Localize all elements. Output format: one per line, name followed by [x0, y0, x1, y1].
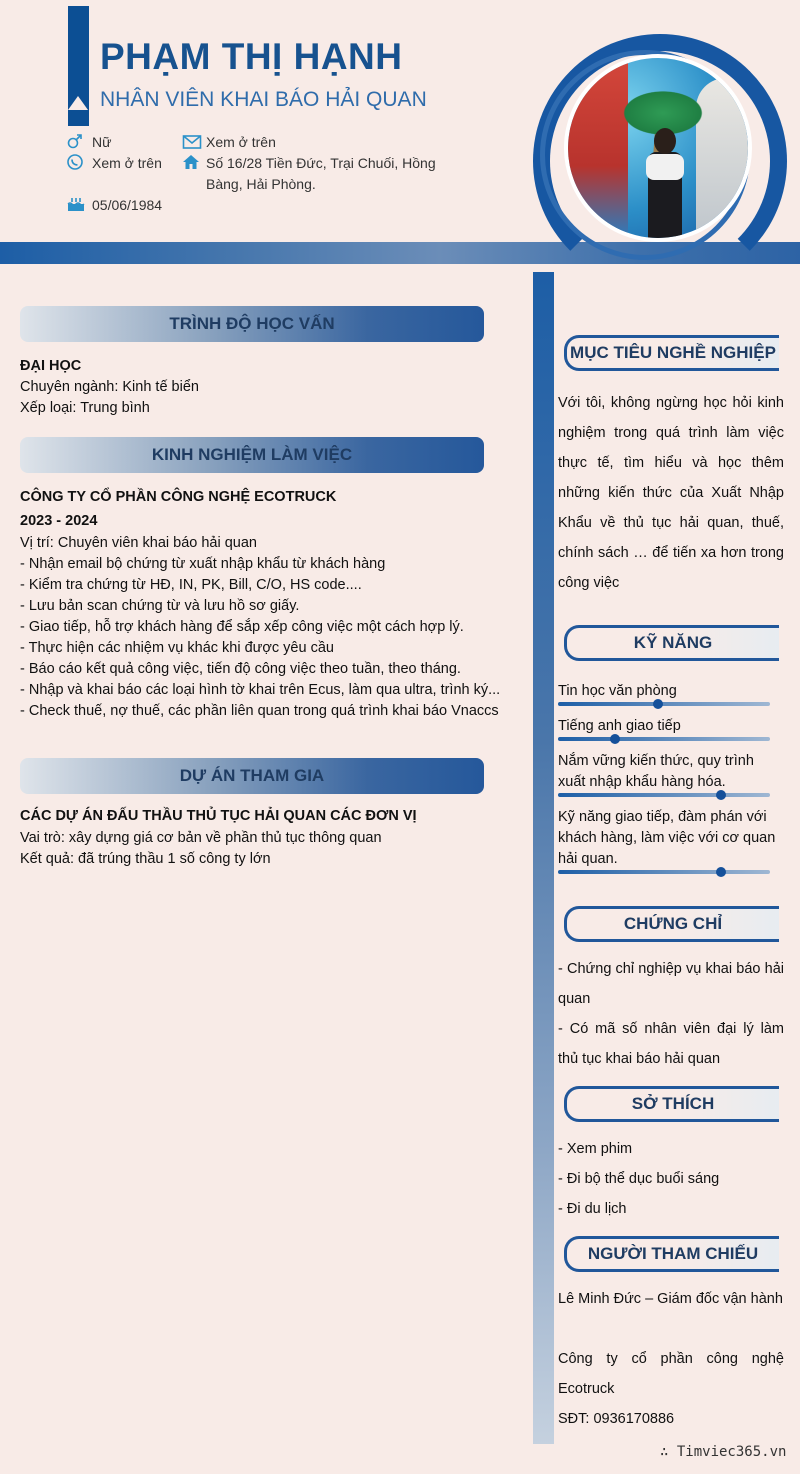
education-rank: Xếp loại: Trung bình	[20, 400, 150, 416]
project-name: CÁC DỰ ÁN ĐẤU THẦU THỦ TỤC HẢI QUAN CÁC ĐƠN VỊ	[20, 808, 417, 824]
objective-text: Với tôi, không ngừng học hỏi kinh nghiệm trong quá trình làm việc thực tế, tìm hiểu và học thêm những kiến thức của Xuất Nhập Khẩu về thủ tục hải quan, thuế, chính sách … để tiến xa hơn trong công việc	[558, 395, 784, 591]
skill-level-dot	[610, 734, 620, 744]
objective-heading: MỤC TIÊU NGHỀ NGHIỆP	[564, 335, 779, 371]
reference-company: Công ty cổ phần công nghệ Ecotruck	[558, 1351, 784, 1397]
photo-background-left	[568, 58, 628, 238]
experience-line: - Check thuế, nợ thuế, các phần liên quan trong quá trình khai báo Vnaccs	[20, 703, 499, 719]
education-degree: ĐẠI HỌC	[20, 358, 82, 374]
address-line-2: Bàng, Hải Phòng.	[206, 176, 316, 192]
bookmark-notch	[68, 96, 88, 110]
skill-track	[558, 702, 770, 706]
hobbies-heading: SỞ THÍCH	[564, 1086, 779, 1122]
experience-line: - Nhận email bộ chứng từ xuất nhập khẩu từ khách hàng	[20, 556, 386, 572]
skill-name: Tiếng anh giao tiếp	[558, 718, 681, 734]
experience-company: CÔNG TY CỔ PHẦN CÔNG NGHỆ ECOTRUCK	[20, 489, 337, 505]
reference-person: Lê Minh Đức – Giám đốc vận hành	[558, 1291, 783, 1307]
skill-level-dot	[716, 867, 726, 877]
avatar	[564, 54, 752, 242]
skill-track	[558, 793, 770, 797]
skill-level-dot	[716, 790, 726, 800]
whatsapp-icon	[66, 153, 84, 171]
email-value: Xem ở trên	[206, 134, 276, 150]
photo-person-head	[654, 128, 676, 154]
projects-heading: DỰ ÁN THAM GIA	[20, 758, 484, 794]
skill-name: Tin học văn phòng	[558, 683, 677, 699]
experience-line: - Nhập và khai báo các loại hình tờ khai trên Ecus, làm qua ultra, trình ký...	[20, 682, 501, 698]
birthday-value: 05/06/1984	[92, 197, 163, 213]
photo-person-shirt	[646, 154, 684, 180]
phone-value: Xem ở trên	[92, 155, 162, 171]
job-title: NHÂN VIÊN KHAI BÁO HẢI QUAN	[100, 88, 427, 111]
birthday-cake-icon	[66, 195, 84, 213]
experience-line: - Thực hiện các nhiệm vụ khác khi được yêu cầu	[20, 640, 334, 656]
hobby-item: - Đi du lịch	[558, 1201, 627, 1217]
references-heading: NGƯỜI THAM CHIẾU	[564, 1236, 779, 1272]
hobby-item: - Xem phim	[558, 1141, 633, 1157]
skill-name: Nắm vững kiến thức, quy trình xuất nhập khẩu hàng hóa.	[558, 753, 754, 790]
right-column-bar	[533, 272, 554, 1444]
experience-line: - Báo cáo kết quả công việc, tiến độ công việc theo tuần, theo tháng.	[20, 661, 461, 677]
experience-line: - Kiểm tra chứng từ HĐ, IN, PK, Bill, C/O, HS code....	[20, 577, 362, 593]
candidate-name: PHẠM THỊ HẠNH	[100, 36, 403, 77]
education-heading: TRÌNH ĐỘ HỌC VẤN	[20, 306, 484, 342]
project-result: Kết quả: đã trúng thầu 1 số công ty lớn	[20, 851, 271, 867]
gender-value: Nữ	[92, 134, 112, 150]
skill-level-dot	[653, 699, 663, 709]
gender-icon	[66, 133, 84, 151]
mail-icon	[182, 133, 200, 151]
certificates-heading: CHỨNG CHỈ	[564, 906, 779, 942]
skill-track	[558, 737, 770, 741]
reference-phone: SĐT: 0936170886	[558, 1411, 675, 1427]
certificate-item: - Chứng chỉ nghiệp vụ khai báo hải quan	[558, 961, 784, 1007]
experience-line: Vị trí: Chuyên viên khai báo hải quan	[20, 535, 257, 551]
project-role: Vai trò: xây dựng giá cơ bản về phần thủ tục thông quan	[20, 830, 382, 846]
experience-line: - Giao tiếp, hỗ trợ khách hàng để sắp xếp công việc một cách hợp lý.	[20, 619, 464, 635]
hobby-item: - Đi bộ thể dục buổi sáng	[558, 1171, 720, 1187]
skill-name: Kỹ năng giao tiếp, đàm phán với khách hàng, làm việc với cơ quan hải quan.	[558, 809, 776, 867]
experience-period: 2023 - 2024	[20, 513, 98, 529]
home-icon	[182, 153, 200, 171]
certificate-item: - Có mã số nhân viên đại lý làm thủ tục khai báo hải quan	[558, 1021, 784, 1067]
watermark[interactable]: ∴ Timviec365.vn	[660, 1444, 787, 1460]
skills-heading: KỸ NĂNG	[564, 625, 779, 661]
education-major: Chuyên ngành: Kinh tế biển	[20, 379, 199, 395]
address-line-1: Số 16/28 Tiền Đức, Trại Chuối, Hồng	[206, 155, 436, 171]
skill-track	[558, 870, 770, 874]
experience-heading: KINH NGHIỆM LÀM VIỆC	[20, 437, 484, 473]
experience-line: - Lưu bản scan chứng từ và lưu hồ sơ giấy.	[20, 598, 300, 614]
